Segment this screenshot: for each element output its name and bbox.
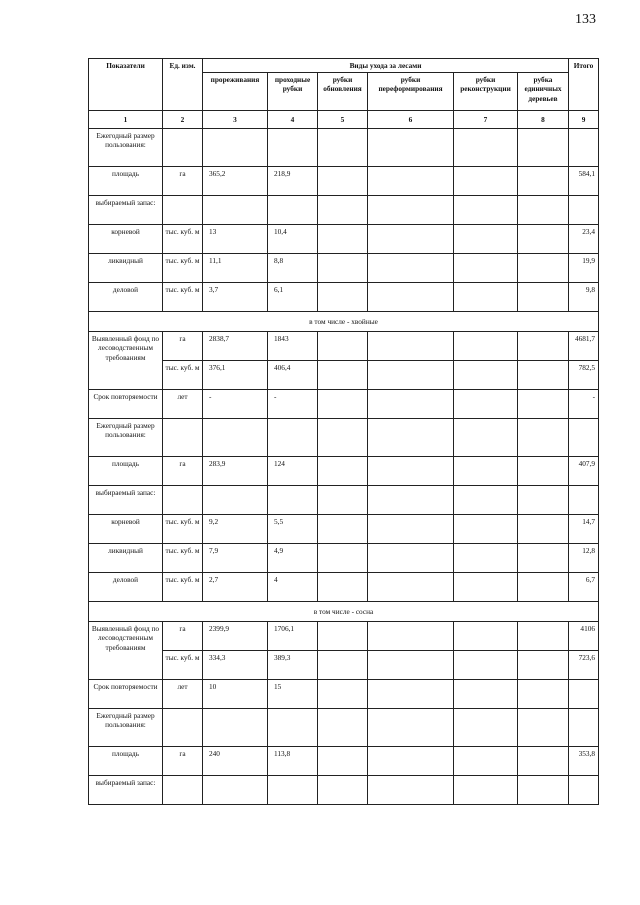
value-cell (318, 128, 368, 166)
value-cell (203, 128, 268, 166)
table-row (89, 389, 599, 418)
column-number: 6 (368, 110, 454, 128)
value-cell (318, 775, 368, 804)
table-row (89, 543, 599, 572)
value-cell (518, 514, 569, 543)
row-total: 12,8 (569, 543, 599, 572)
value-cell: 1706,1 (268, 621, 318, 650)
row-unit (163, 485, 203, 514)
header-types-group: Виды ухода за лесами (203, 59, 569, 73)
value-cell (268, 195, 318, 224)
value-cell (318, 195, 368, 224)
value-cell: 389,3 (268, 650, 318, 679)
fund-label: Выявленный фонд по лесоводственным требованиям (89, 621, 163, 679)
value-cell: 9,2 (203, 514, 268, 543)
value-cell: 113,8 (268, 746, 318, 775)
value-cell: - (268, 389, 318, 418)
row-label: Ежегодный размер пользования: (89, 418, 163, 456)
row-unit: га (163, 621, 203, 650)
table-row (89, 224, 599, 253)
row-label: площадь (89, 746, 163, 775)
value-cell (318, 224, 368, 253)
value-cell (454, 389, 518, 418)
value-cell (518, 650, 569, 679)
table-row (89, 746, 599, 775)
value-cell (518, 418, 569, 456)
row-total: 23,4 (569, 224, 599, 253)
value-cell (203, 708, 268, 746)
value-cell (318, 572, 368, 601)
section-title: в том числе - хвойные (89, 311, 599, 331)
row-total (569, 418, 599, 456)
table-row (89, 166, 599, 195)
value-cell (454, 282, 518, 311)
header-unit: Ед. изм. (163, 59, 203, 111)
value-cell (318, 708, 368, 746)
value-cell: 365,2 (203, 166, 268, 195)
header-type: рубки реконструкции (454, 72, 518, 110)
row-unit: тыс. куб. м (163, 650, 203, 679)
value-cell (368, 224, 454, 253)
header-indicator: Показатели (89, 59, 163, 111)
header-type: рубки переформирования (368, 72, 454, 110)
value-cell (318, 389, 368, 418)
value-cell: 406,4 (268, 360, 318, 389)
value-cell: 334,3 (203, 650, 268, 679)
value-cell (203, 485, 268, 514)
column-number: 2 (163, 110, 203, 128)
value-cell: 2,7 (203, 572, 268, 601)
row-unit (163, 128, 203, 166)
value-cell (368, 485, 454, 514)
value-cell (318, 746, 368, 775)
section-title-row (89, 311, 599, 331)
value-cell (518, 572, 569, 601)
table-row (89, 128, 599, 166)
row-unit (163, 418, 203, 456)
value-cell (518, 485, 569, 514)
value-cell (454, 224, 518, 253)
table-row (89, 514, 599, 543)
value-cell: 11,1 (203, 253, 268, 282)
row-label: корневой (89, 224, 163, 253)
row-unit: тыс. куб. м (163, 224, 203, 253)
row-label: выбираемый запас: (89, 775, 163, 804)
value-cell: - (203, 389, 268, 418)
value-cell: 3,7 (203, 282, 268, 311)
value-cell (318, 679, 368, 708)
value-cell (454, 166, 518, 195)
value-cell (318, 514, 368, 543)
value-cell (368, 360, 454, 389)
header-type: рубка единичных деревьев (518, 72, 569, 110)
row-label: ликвидный (89, 543, 163, 572)
value-cell (518, 389, 569, 418)
table-row (89, 650, 599, 679)
row-label: ликвидный (89, 253, 163, 282)
table-row (89, 360, 599, 389)
value-cell (203, 195, 268, 224)
column-number: 3 (203, 110, 268, 128)
row-unit: тыс. куб. м (163, 253, 203, 282)
value-cell (454, 572, 518, 601)
table-row (89, 331, 599, 360)
value-cell: 6,1 (268, 282, 318, 311)
table-row (89, 282, 599, 311)
table-row (89, 456, 599, 485)
row-unit: лет (163, 389, 203, 418)
value-cell: 10,4 (268, 224, 318, 253)
value-cell: 8,8 (268, 253, 318, 282)
row-unit (163, 775, 203, 804)
value-cell: 7,9 (203, 543, 268, 572)
value-cell: 5,5 (268, 514, 318, 543)
value-cell (368, 456, 454, 485)
row-label: площадь (89, 166, 163, 195)
row-unit: га (163, 746, 203, 775)
table-row (89, 708, 599, 746)
value-cell (368, 650, 454, 679)
table-row (89, 621, 599, 650)
value-cell: 2838,7 (203, 331, 268, 360)
value-cell (518, 128, 569, 166)
value-cell (318, 360, 368, 389)
value-cell (318, 485, 368, 514)
row-label: Срок повторяемости (89, 389, 163, 418)
header-row (89, 59, 599, 73)
row-label: Срок повторяемости (89, 679, 163, 708)
row-unit: тыс. куб. м (163, 282, 203, 311)
value-cell (454, 456, 518, 485)
value-cell (318, 418, 368, 456)
table-row (89, 775, 599, 804)
value-cell (518, 746, 569, 775)
value-cell (368, 418, 454, 456)
value-cell (518, 282, 569, 311)
value-cell (368, 253, 454, 282)
value-cell (368, 514, 454, 543)
row-label: площадь (89, 456, 163, 485)
value-cell: 13 (203, 224, 268, 253)
table-row (89, 418, 599, 456)
value-cell (368, 708, 454, 746)
row-total: 782,5 (569, 360, 599, 389)
header-type: рубки обновления (318, 72, 368, 110)
value-cell (318, 253, 368, 282)
value-cell (368, 331, 454, 360)
table-row (89, 572, 599, 601)
row-label: деловой (89, 572, 163, 601)
row-unit: га (163, 331, 203, 360)
value-cell (518, 679, 569, 708)
value-cell (454, 746, 518, 775)
row-unit (163, 708, 203, 746)
value-cell (318, 543, 368, 572)
value-cell: 376,1 (203, 360, 268, 389)
row-unit: тыс. куб. м (163, 543, 203, 572)
row-total (569, 775, 599, 804)
value-cell: 124 (268, 456, 318, 485)
row-unit: га (163, 456, 203, 485)
value-cell (318, 650, 368, 679)
value-cell (518, 360, 569, 389)
row-unit: тыс. куб. м (163, 572, 203, 601)
value-cell (454, 360, 518, 389)
value-cell: 283,9 (203, 456, 268, 485)
row-total: 407,9 (569, 456, 599, 485)
table-row (89, 195, 599, 224)
value-cell (454, 128, 518, 166)
row-unit: га (163, 166, 203, 195)
value-cell (268, 485, 318, 514)
value-cell (268, 128, 318, 166)
value-cell (454, 543, 518, 572)
value-cell (203, 775, 268, 804)
value-cell: 4,9 (268, 543, 318, 572)
value-cell: 2399,9 (203, 621, 268, 650)
value-cell (518, 195, 569, 224)
page-number: 133 (575, 12, 596, 27)
value-cell (318, 331, 368, 360)
row-label: деловой (89, 282, 163, 311)
value-cell (454, 679, 518, 708)
row-total: 723,6 (569, 650, 599, 679)
row-total: 4681,7 (569, 331, 599, 360)
value-cell (368, 282, 454, 311)
value-cell (454, 485, 518, 514)
value-cell (454, 775, 518, 804)
value-cell (454, 514, 518, 543)
value-cell (454, 650, 518, 679)
value-cell (203, 418, 268, 456)
column-number: 7 (454, 110, 518, 128)
value-cell (368, 195, 454, 224)
forest-care-table (88, 58, 599, 805)
value-cell (454, 621, 518, 650)
value-cell (454, 195, 518, 224)
value-cell (318, 166, 368, 195)
value-cell: 1843 (268, 331, 318, 360)
value-cell (368, 128, 454, 166)
value-cell (518, 253, 569, 282)
row-unit: тыс. куб. м (163, 514, 203, 543)
value-cell (368, 389, 454, 418)
row-total: 14,7 (569, 514, 599, 543)
row-total: 19,9 (569, 253, 599, 282)
column-number: 4 (268, 110, 318, 128)
section-title: в том числе - сосна (89, 601, 599, 621)
row-label: Ежегодный размер пользования: (89, 128, 163, 166)
value-cell: 10 (203, 679, 268, 708)
value-cell (368, 775, 454, 804)
row-unit (163, 195, 203, 224)
value-cell (454, 253, 518, 282)
value-cell: 15 (268, 679, 318, 708)
row-label: выбираемый запас: (89, 485, 163, 514)
value-cell (454, 418, 518, 456)
row-total (569, 679, 599, 708)
table-body (89, 110, 599, 804)
value-cell (368, 166, 454, 195)
header-total: Итого (569, 59, 599, 111)
value-cell (518, 621, 569, 650)
row-total: 4106 (569, 621, 599, 650)
row-total (569, 708, 599, 746)
value-cell (518, 166, 569, 195)
value-cell (454, 708, 518, 746)
table-row (89, 485, 599, 514)
row-total (569, 195, 599, 224)
table-row (89, 253, 599, 282)
value-cell (368, 679, 454, 708)
header-type: прореживания (203, 72, 268, 110)
row-total: - (569, 389, 599, 418)
value-cell: 218,9 (268, 166, 318, 195)
value-cell (318, 282, 368, 311)
value-cell (518, 456, 569, 485)
row-total: 6,7 (569, 572, 599, 601)
column-number: 5 (318, 110, 368, 128)
value-cell (268, 775, 318, 804)
value-cell (368, 572, 454, 601)
value-cell (454, 331, 518, 360)
value-cell (518, 775, 569, 804)
header-type: проходные рубки (268, 72, 318, 110)
column-number: 8 (518, 110, 569, 128)
value-cell: 4 (268, 572, 318, 601)
row-label: выбираемый запас: (89, 195, 163, 224)
value-cell (518, 543, 569, 572)
value-cell (318, 456, 368, 485)
table-row (89, 679, 599, 708)
column-number: 9 (569, 110, 599, 128)
fund-label: Выявленный фонд по лесоводственным требованиям (89, 331, 163, 389)
row-total (569, 128, 599, 166)
row-total (569, 485, 599, 514)
row-label: Ежегодный размер пользования: (89, 708, 163, 746)
value-cell (518, 331, 569, 360)
value-cell (268, 708, 318, 746)
section-title-row (89, 601, 599, 621)
row-unit: лет (163, 679, 203, 708)
value-cell: 240 (203, 746, 268, 775)
column-numbers-row (89, 110, 599, 128)
value-cell (368, 543, 454, 572)
value-cell (368, 621, 454, 650)
value-cell (318, 621, 368, 650)
value-cell (518, 224, 569, 253)
row-label: корневой (89, 514, 163, 543)
value-cell (368, 746, 454, 775)
row-total: 584,1 (569, 166, 599, 195)
value-cell (268, 418, 318, 456)
value-cell (518, 708, 569, 746)
row-unit: тыс. куб. м (163, 360, 203, 389)
column-number: 1 (89, 110, 163, 128)
row-total: 9,8 (569, 282, 599, 311)
row-total: 353,8 (569, 746, 599, 775)
